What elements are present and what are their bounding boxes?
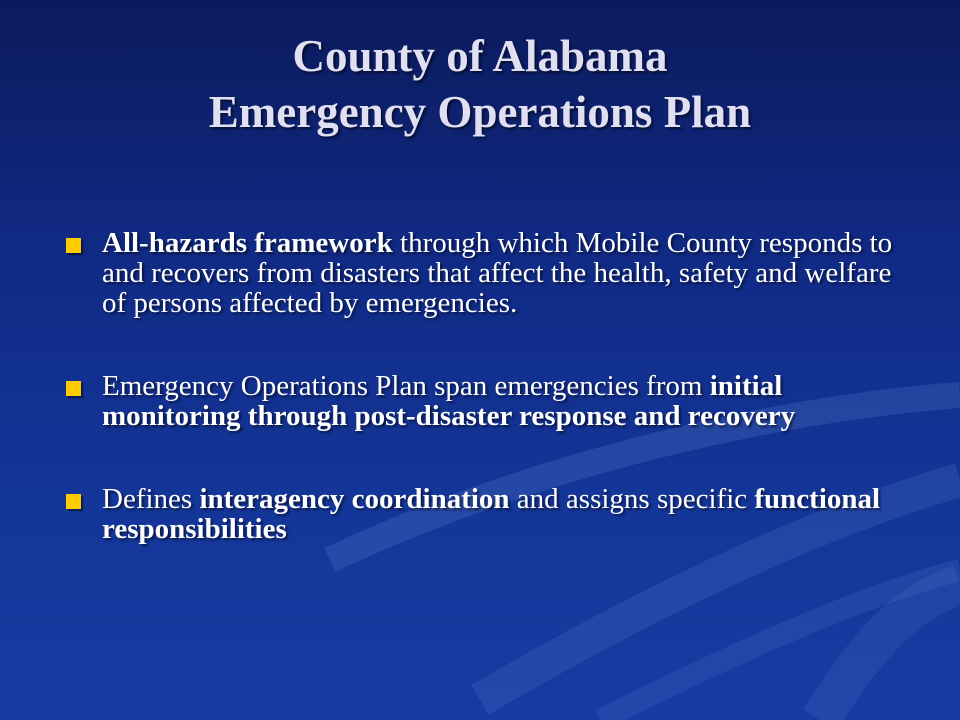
bullet-item-span [66, 371, 906, 431]
bullet-3-text-lead: Defines [102, 483, 200, 515]
bullet-1-bold: All-hazards framework [102, 227, 393, 259]
bullet-3-text-mid: and assigns specific [509, 483, 755, 515]
bullet-1-text: through which Mobile County responds to and recovers from disasters that affect the health, safety and welfare of persons affected by emergencies. [102, 227, 893, 319]
bullet-list [66, 228, 906, 597]
bullet-item-all-hazards [66, 228, 906, 318]
bullet-3-bold-2: functional responsibilities [102, 483, 881, 545]
square-bullet-icon [66, 494, 81, 509]
slide-title [0, 28, 960, 140]
bullet-2-text: Emergency Operations Plan span emergencies from [102, 370, 710, 402]
bullet-2-bold: initial monitoring through post-disaster response and recovery [102, 370, 796, 432]
bullet-item-defines [66, 484, 906, 544]
bullet-3-bold-1: interagency coordination [199, 483, 510, 515]
square-bullet-icon [66, 381, 81, 396]
square-bullet-icon [66, 238, 81, 253]
title-line-2: Emergency Operations Plan [208, 87, 752, 137]
title-line-1: County of Alabama [292, 31, 668, 81]
